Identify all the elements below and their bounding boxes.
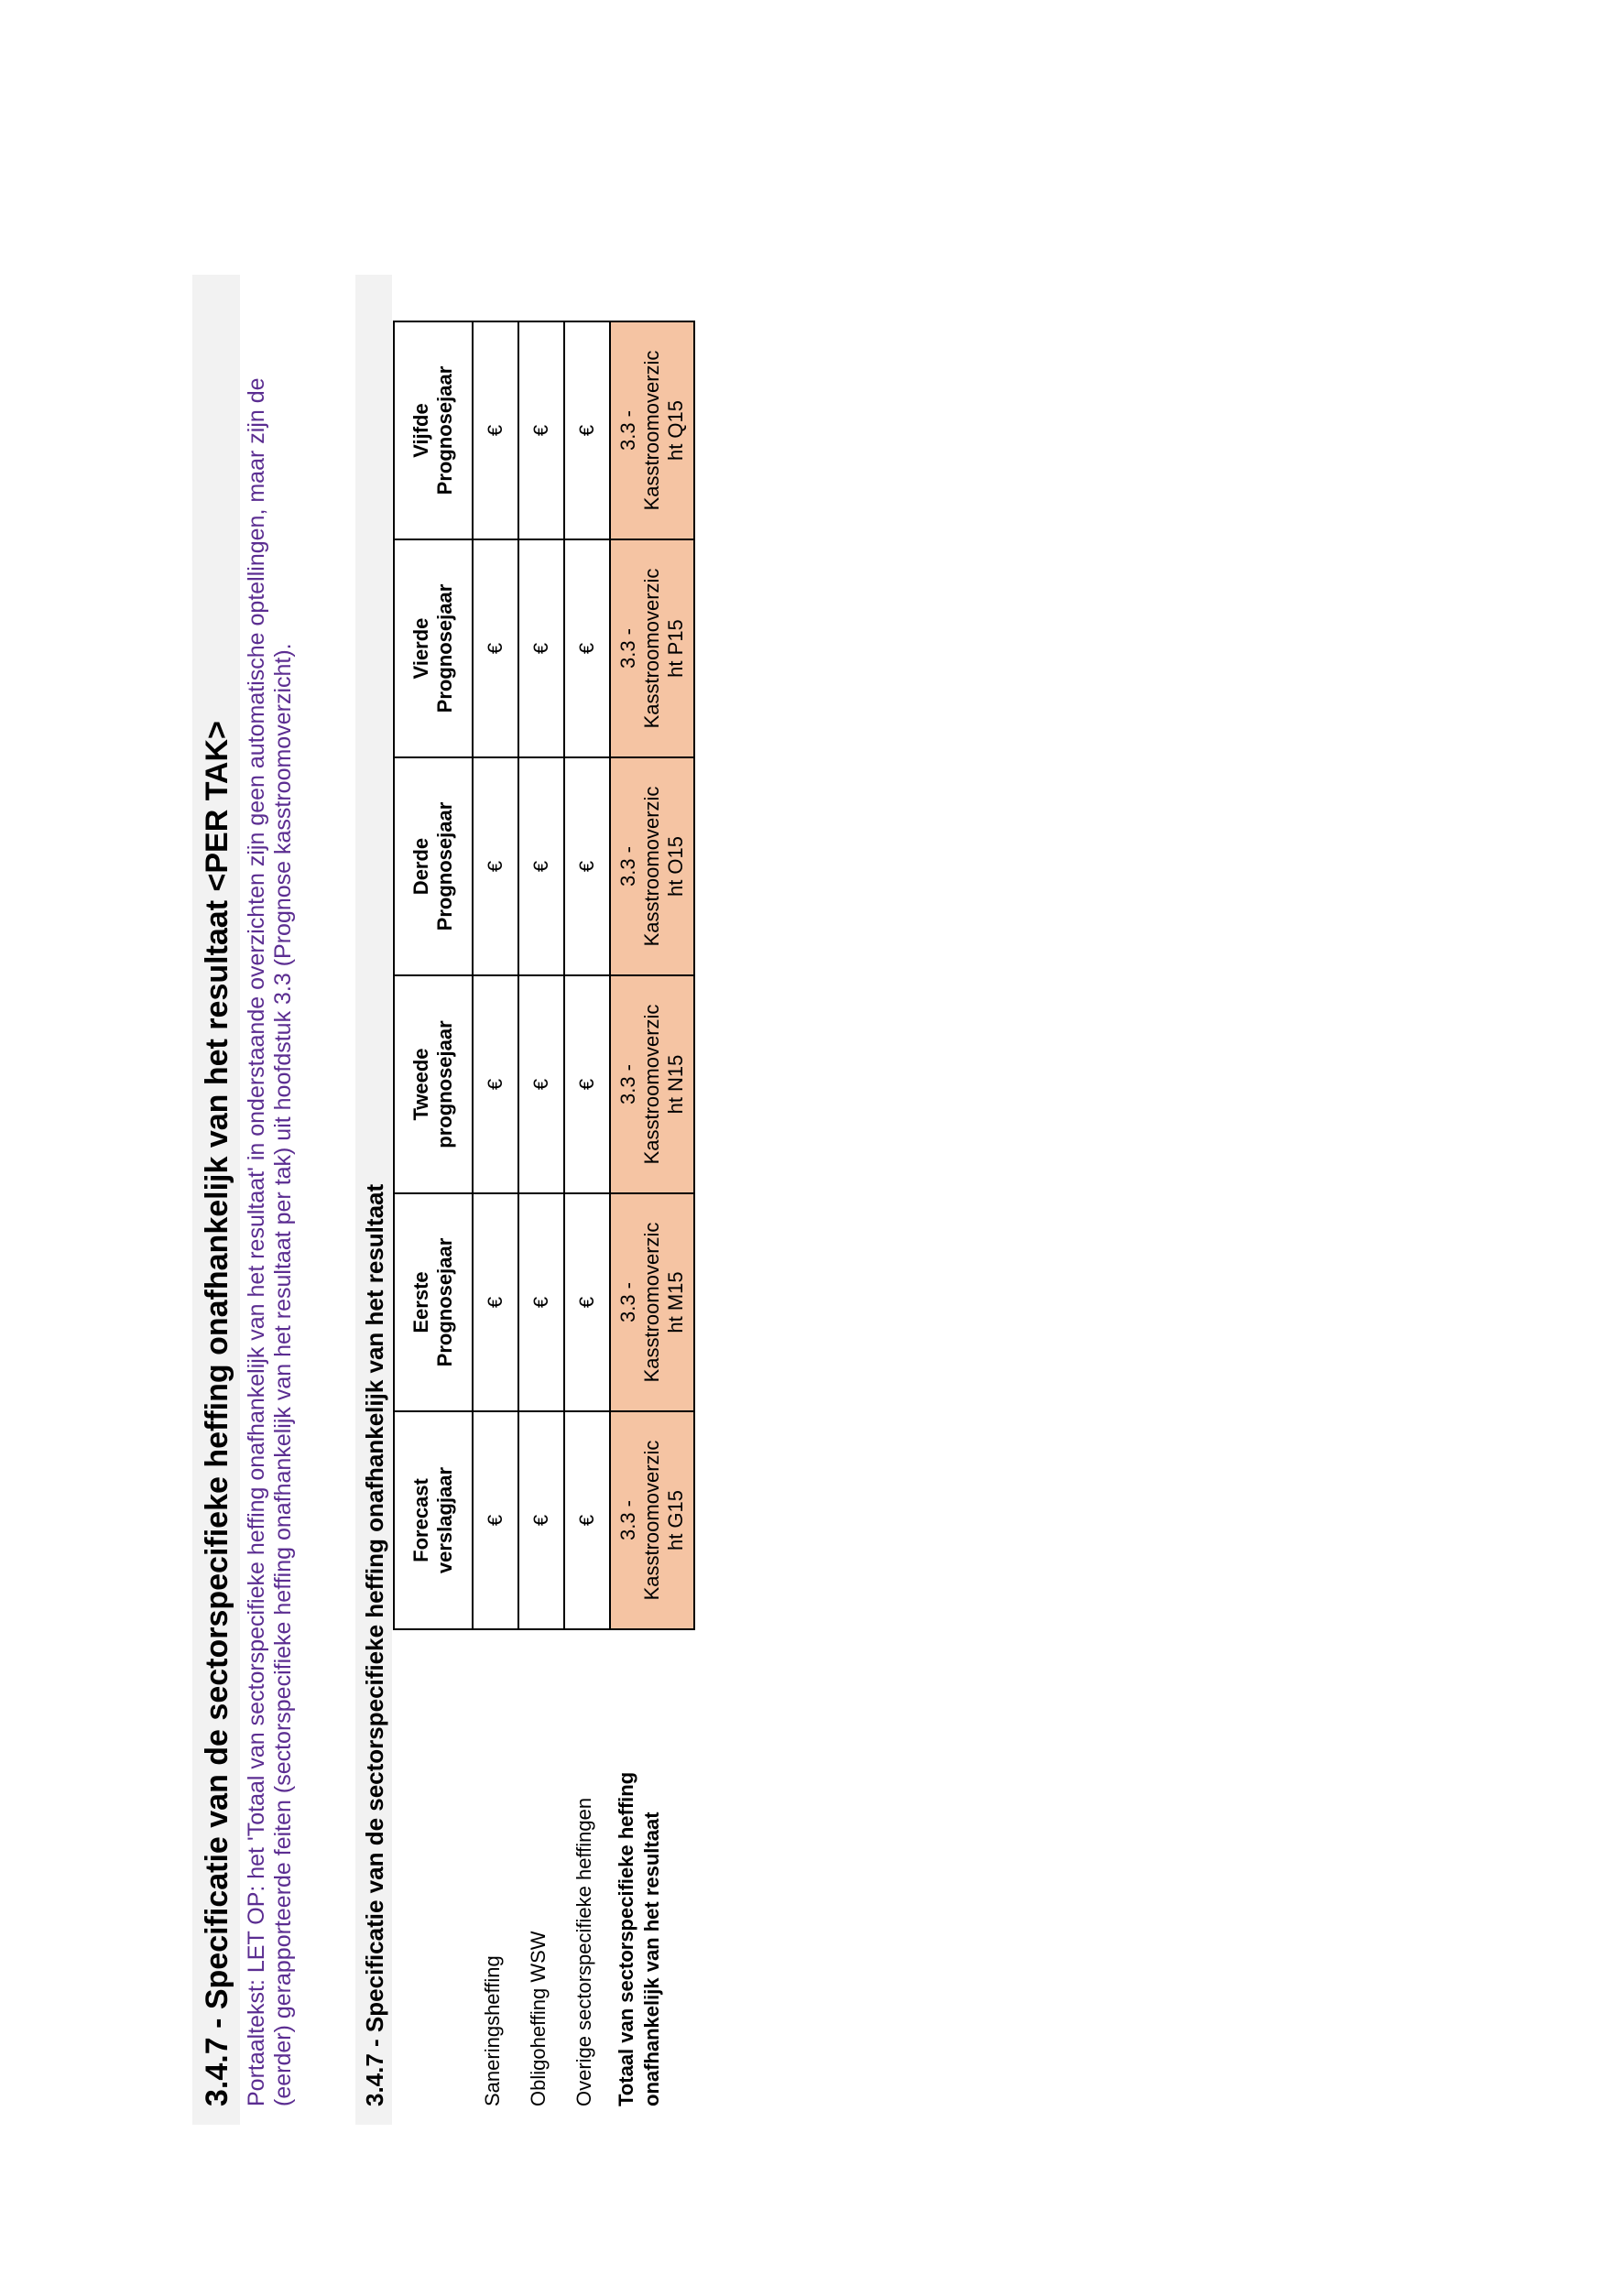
value-cell[interactable]: € [473,975,518,1193]
value-cell[interactable]: € [518,1193,564,1411]
total-cell-forecast: 3.3 - Kasstroomoverzic ht G15 [610,1411,694,1629]
portal-text: Portaaltekst: LET OP: het 'Totaal van sectorspecifieke heffing onafhankelijk van het resultaat' in onderstaande overzichten zijn geen automatische optellingen, maar zijn de (eerder) gerapporteerde feiten (sectorspecifieke heffing onafhankelijk van het resultaat per tak) uit hoofdstuk 3.3 (Prognose kasstroomoverzicht). [244,377,296,2106]
total-cell-derde: 3.3 - Kasstroomoverzic ht O15 [610,757,694,975]
row-label-obligoheffing: Obligoheffing WSW [527,1931,550,2106]
total-cell-eerste: 3.3 - Kasstroomoverzic ht M15 [610,1193,694,1411]
table-row [564,321,610,1629]
col-header-eerste: Eerste Prognosejaar [394,1193,473,1411]
value-cell[interactable]: € [473,539,518,757]
heffing-table [393,321,695,1630]
value-cell[interactable]: € [473,321,518,539]
row-label-overige: Overige sectorspecifieke heffingen [572,1797,595,2106]
total-cell-tweede: 3.3 - Kasstroomoverzic ht N15 [610,975,694,1193]
col-header-derde: Derde Prognosejaar [394,757,473,975]
col-header-vijfde: Vijfde Prognosejaar [394,321,473,539]
table-row [473,321,518,1629]
rotated-sheet [192,275,687,2125]
value-cell[interactable]: € [518,321,564,539]
value-cell[interactable]: € [564,757,610,975]
header-row [394,321,473,1629]
col-header-vierde: Vierde Prognosejaar [394,539,473,757]
section-heading: 3.4.7 - Specificatie van de sectorspecifieke heffing onafhankelijk van het resultaat <PER TAK> [200,721,234,2106]
row-label-saneringsheffing: Saneringsheffing [481,1955,504,2106]
value-cell[interactable]: € [473,1411,518,1629]
value-cell[interactable]: € [564,321,610,539]
value-cell[interactable]: € [518,975,564,1193]
value-cell[interactable]: € [518,757,564,975]
value-cell[interactable]: € [473,1193,518,1411]
row-label-total-line2: onafhankelijk van het resultaat [640,1812,663,2106]
table-row [518,321,564,1629]
total-row [610,321,694,1629]
table-caption: 3.4.7 - Specificatie van de sectorspecifieke heffing onafhankelijk van het resultaat [361,1183,388,2106]
value-cell[interactable]: € [564,1193,610,1411]
col-header-tweede: Tweede prognosejaar [394,975,473,1193]
total-cell-vijfde: 3.3 - Kasstroomoverzic ht Q15 [610,321,694,539]
row-label-total-line1: Totaal van sectorspecifieke heffing [615,1771,637,2106]
value-cell[interactable]: € [518,539,564,757]
row-label-total [614,1772,665,2106]
col-header-forecast: Forecast verslagjaar [394,1411,473,1629]
total-cell-vierde: 3.3 - Kasstroomoverzic ht P15 [610,539,694,757]
value-cell[interactable]: € [564,975,610,1193]
value-cell[interactable]: € [564,539,610,757]
value-cell[interactable]: € [518,1411,564,1629]
value-cell[interactable]: € [564,1411,610,1629]
value-cell[interactable]: € [473,757,518,975]
